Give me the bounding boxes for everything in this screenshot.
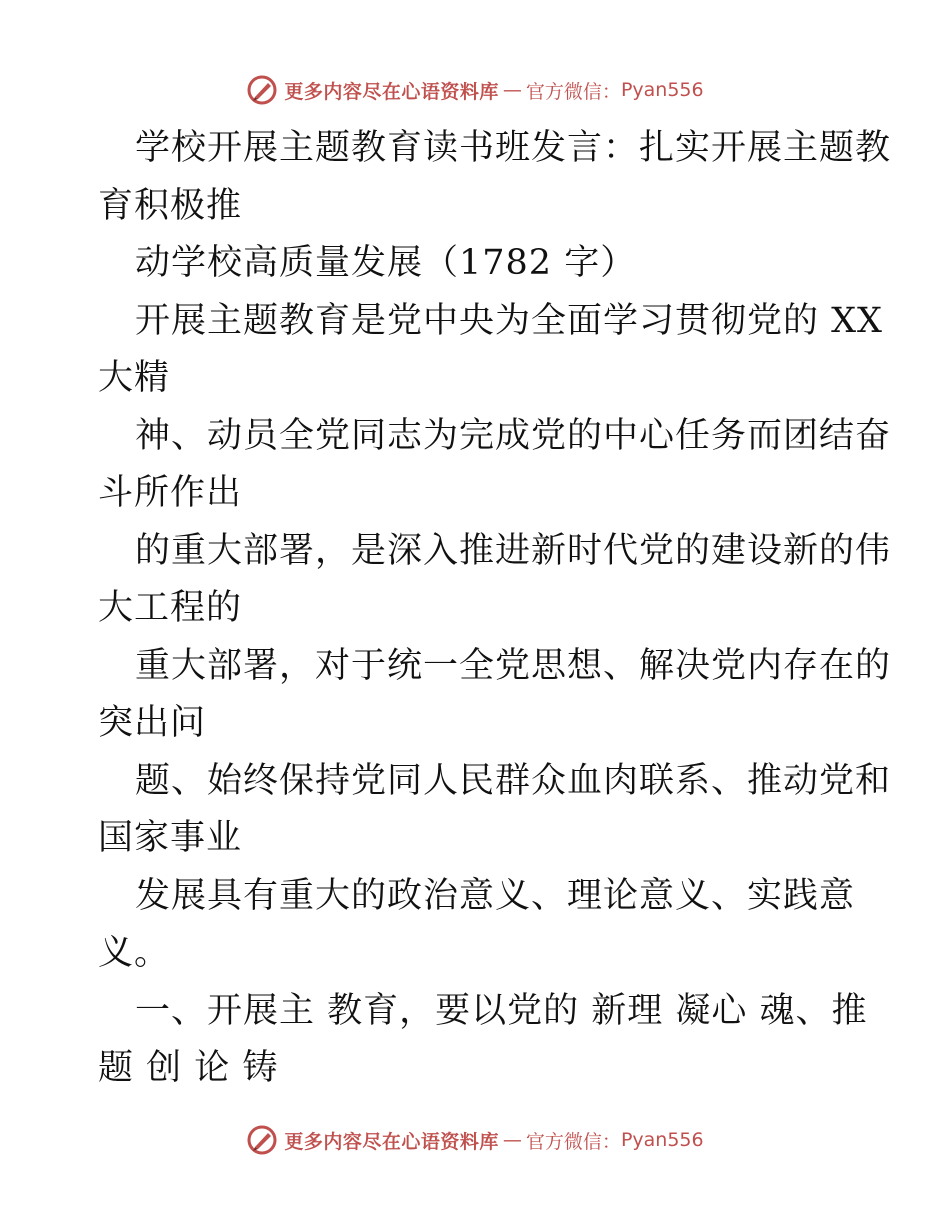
pen-logo-icon: [246, 1124, 278, 1156]
document-body: [98, 120, 892, 1098]
footer-banner: [0, 1120, 950, 1160]
header-wechat-label: 官方微信：: [525, 80, 621, 103]
pen-logo-icon: [246, 74, 278, 106]
text-line: 题、始终保持党同人民群众血肉联系、推动党和: [135, 760, 892, 801]
text-line: 大工程的: [98, 588, 243, 628]
text-line: 发展具有重大的政治意义、理论意义、实践意: [135, 875, 856, 916]
header-separator: —: [502, 79, 522, 101]
text-line: 义。: [98, 933, 171, 973]
header-wechat-id: Pyan556: [620, 79, 704, 101]
text-line: 突出问: [98, 703, 207, 743]
footer-separator: —: [502, 1129, 522, 1151]
text-line: 题 创 论 铸: [98, 1048, 279, 1088]
text-line: 的重大部署，是深入推进新时代党的建设新的伟: [135, 530, 892, 571]
text-line: 大精: [98, 358, 171, 398]
text-line: 国家事业: [98, 818, 243, 858]
text-line: 一、开展主 教育，要以党的 新理 凝心 魂、推: [135, 990, 868, 1031]
header-banner: [0, 70, 950, 110]
footer-wechat-id: Pyan556: [620, 1129, 704, 1151]
text-line: 重大部署，对于统一全党思想、解决党内存在的: [135, 645, 892, 686]
text-line: 开展主题教育是党中央为全面学习贯彻党的 XX: [135, 300, 883, 341]
footer-wechat-label: 官方微信：: [525, 1130, 621, 1153]
text-line: 神、动员全党同志为完成党的中心任务而团结奋: [135, 415, 892, 456]
text-line: 学校开展主题教育读书班发言：扎实开展主题教: [135, 128, 892, 168]
text-line: 斗所作出: [98, 473, 243, 513]
footer-brand-text: 更多内容尽在心语资料库: [284, 1130, 499, 1153]
text-line: 育积极推: [98, 185, 243, 226]
text-line: 动学校高质量发展（1782 字）: [135, 243, 637, 283]
header-brand-text: 更多内容尽在心语资料库: [284, 80, 499, 103]
